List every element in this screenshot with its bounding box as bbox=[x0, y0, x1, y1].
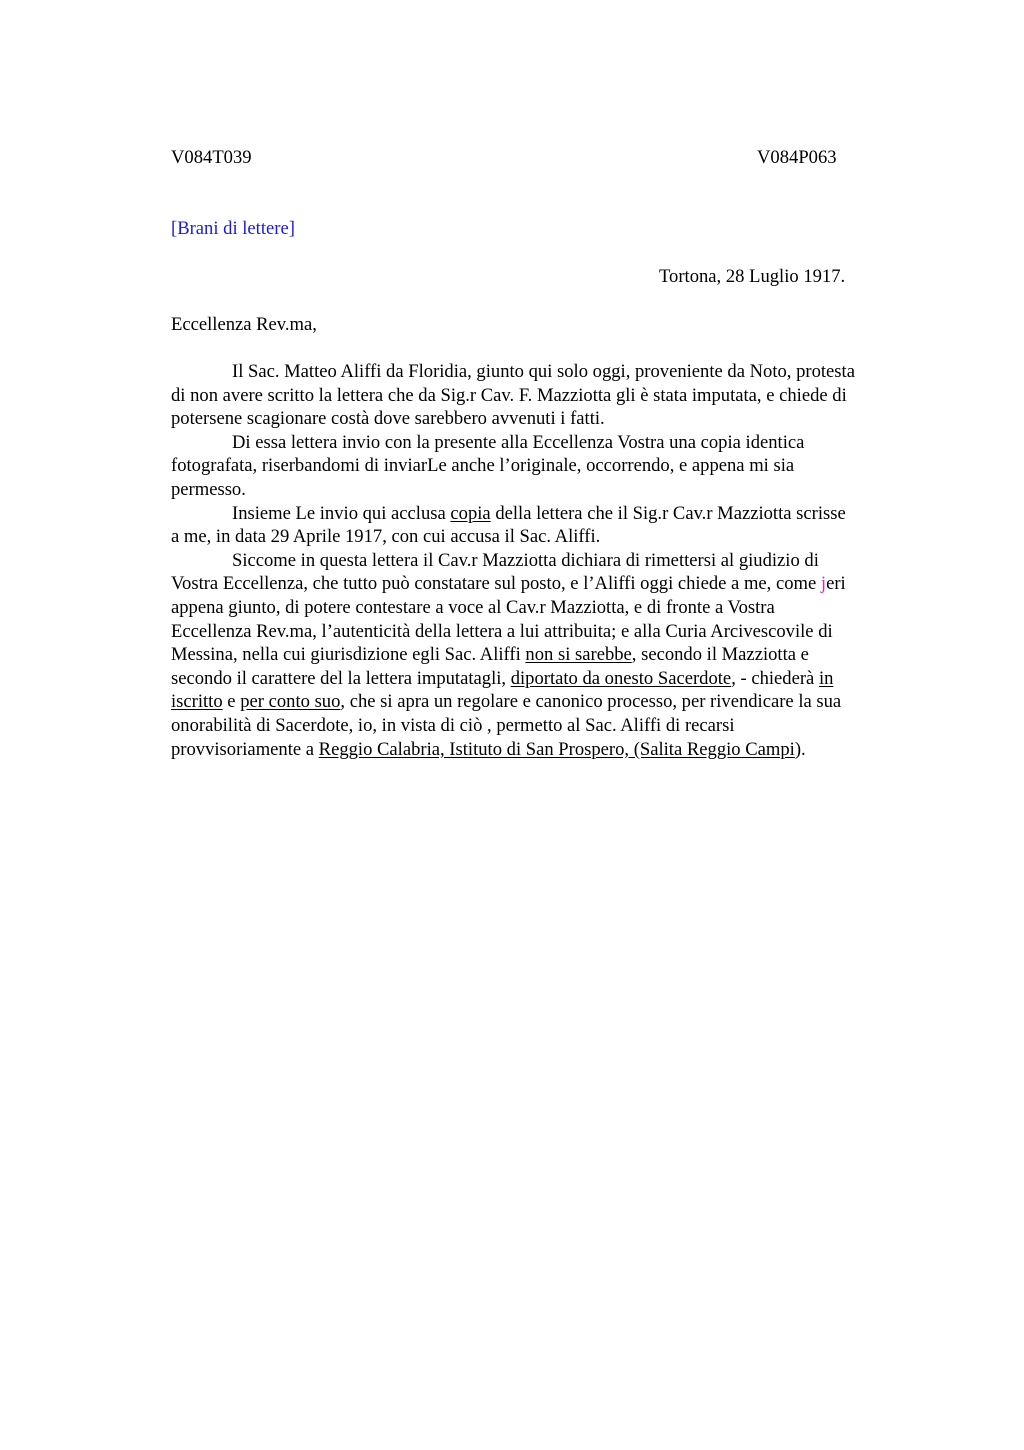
text-segment: fotografata, riserbandomi di inviarLe anche l’originale, occorrendo, e appena mi sia bbox=[171, 455, 795, 477]
body-line bbox=[171, 621, 833, 643]
body-line bbox=[232, 503, 846, 525]
text-segment: provvisoriamente a bbox=[171, 738, 319, 760]
body-line bbox=[171, 668, 833, 690]
text-segment: e bbox=[222, 691, 241, 713]
body-line bbox=[171, 408, 605, 430]
text-segment: di non avere scritto la lettera che da Sig.r Cav. F. Mazziotta gli è stata imputata, e chiede di bbox=[171, 384, 847, 406]
text-segment: secondo il carattere del la lettera imputatagli, bbox=[171, 667, 511, 689]
text-segment: , secondo il Mazziotta e bbox=[631, 644, 809, 666]
body-line bbox=[171, 573, 846, 595]
text-segment: Vostra Eccellenza, che tutto può constatare sul posto, e l’Aliffi oggi chiede a me, come bbox=[171, 573, 821, 595]
text-segment: Il Sac. Matteo Aliffi da Floridia, giunto qui solo oggi, proveniente da Noto, protesta bbox=[232, 361, 855, 382]
text-segment: , che si apra un regolare e canonico processo, per rivendicare la sua bbox=[340, 691, 842, 713]
underlined-text: copia bbox=[450, 502, 491, 524]
place-date: Tortona, 28 Luglio 1917. bbox=[659, 266, 846, 287]
body-line bbox=[171, 597, 775, 619]
document-code-right: V084P063 bbox=[757, 147, 837, 168]
underlined-text: per conto suo bbox=[240, 691, 341, 713]
text-segment: della lettera che il Sig.r Cav.r Mazziotta scrisse bbox=[490, 502, 846, 524]
body-line bbox=[171, 526, 600, 548]
text-segment: Siccome in questa lettera il Cav.r Mazziotta dichiara di rimettersi al giudizio di bbox=[232, 549, 819, 571]
text-segment: Insieme Le invio qui acclusa bbox=[232, 502, 451, 524]
underlined-text: in bbox=[818, 667, 834, 689]
body-line bbox=[171, 691, 841, 713]
underlined-text: non si sarebbe bbox=[525, 644, 632, 666]
salutation: Eccellenza Rev.ma, bbox=[171, 314, 317, 335]
text-segment: a me, in data 29 Aprile 1917, con cui accusa il Sac. Aliffi. bbox=[171, 526, 601, 548]
text-segment: eri bbox=[826, 573, 846, 595]
text-segment: Eccellenza Rev.ma, l’autenticità della lettera a lui attribuita; e alla Curia Arcivescovile di bbox=[171, 620, 833, 642]
underlined-text: diportato da onesto Sacerdote bbox=[510, 667, 732, 689]
text-segment: Di essa lettera invio con la presente alla Eccellenza Vostra una copia identica bbox=[232, 431, 805, 453]
body-line bbox=[232, 550, 819, 572]
body-line bbox=[171, 455, 794, 477]
text-segment: ). bbox=[794, 738, 806, 760]
text-segment: , - chiederà bbox=[731, 667, 819, 689]
body-line bbox=[171, 385, 847, 407]
body-line bbox=[171, 644, 809, 666]
underlined-text: iscritto bbox=[171, 691, 223, 713]
body-line bbox=[171, 739, 806, 761]
body-line bbox=[232, 361, 855, 383]
text-segment: appena giunto, di potere contestare a voce al Cav.r Mazziotta, e di fronte a Vostra bbox=[171, 597, 775, 618]
body-line bbox=[232, 432, 804, 454]
underlined-text: Reggio Calabria, Istituto di San Prospero, (Salita Reggio Campi bbox=[318, 738, 795, 760]
highlighted-letter: j bbox=[820, 573, 827, 595]
text-segment: Messina, nella cui giurisdizione egli Sac. Aliffi bbox=[171, 644, 526, 666]
text-segment: potersene scagionare costà dove sarebbero avvenuti i fatti. bbox=[171, 408, 605, 430]
body-line bbox=[171, 715, 735, 737]
text-segment: permesso. bbox=[171, 479, 246, 500]
document-code-left: V084T039 bbox=[171, 147, 252, 168]
text-segment: onorabilità di Sacerdote, io, in vista di ciò , permetto al Sac. Aliffi di recarsi bbox=[171, 715, 735, 736]
section-title: [Brani di lettere] bbox=[171, 218, 295, 239]
body-line bbox=[171, 479, 246, 501]
